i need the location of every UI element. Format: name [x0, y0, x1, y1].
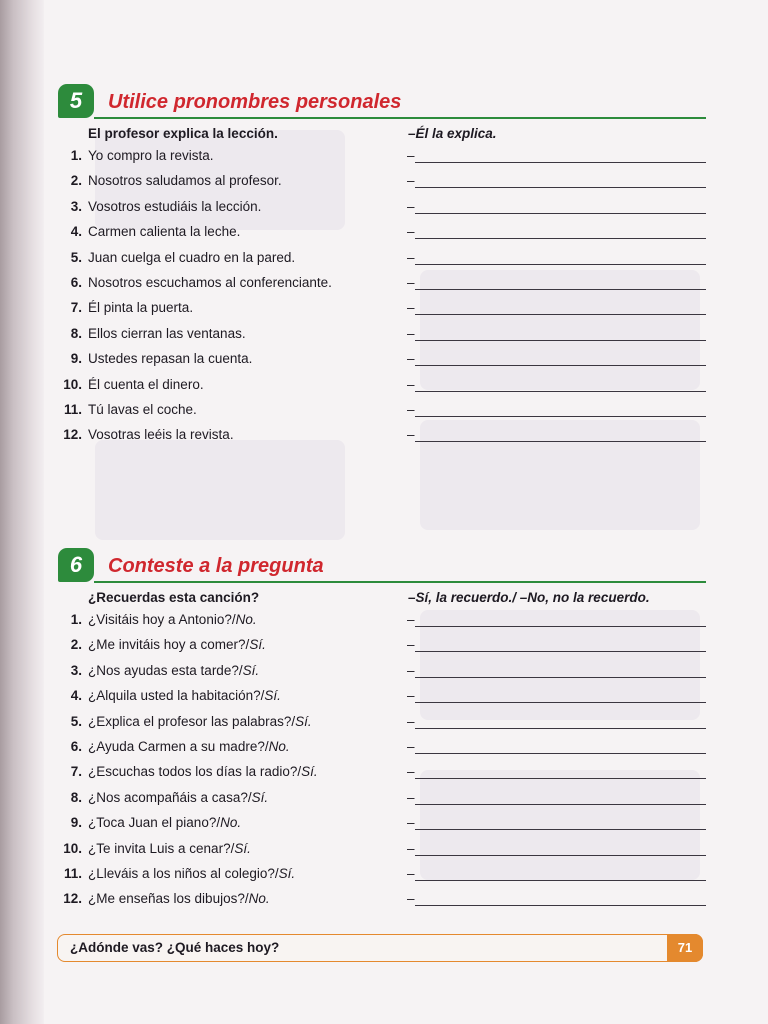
exercise-5-number-badge: 5 [58, 84, 94, 118]
item-number: 1. [70, 612, 82, 627]
exercise-item [58, 608, 706, 633]
answer-line[interactable] [415, 626, 706, 627]
item-prompt [88, 866, 295, 881]
exercise-6-items [58, 608, 706, 913]
item-number: 12. [63, 427, 82, 443]
answer-line[interactable] [415, 289, 706, 290]
answer-line[interactable] [415, 651, 706, 652]
exercise-item [58, 195, 706, 220]
answer-dash: – [407, 300, 415, 316]
item-number: 6. [70, 738, 82, 754]
answer-dash: – [407, 427, 415, 443]
item-prompt [88, 275, 332, 290]
item-hint: Sí. [234, 840, 251, 856]
item-number: 10. [63, 376, 82, 392]
exercise-item [58, 633, 706, 658]
bleed-through-panel [95, 440, 345, 540]
item-prompt [88, 688, 281, 703]
item-number: 5. [70, 713, 82, 729]
exercise-item [58, 887, 706, 912]
answer-line[interactable] [415, 728, 706, 729]
answer-dash: – [407, 173, 415, 189]
answer-dash: – [407, 688, 415, 704]
item-prompt [88, 663, 259, 678]
answer-dash: – [407, 738, 415, 754]
answer-dash: – [407, 325, 415, 341]
item-number: 7. [70, 300, 82, 316]
exercise-item [58, 246, 706, 271]
item-hint: No. [220, 815, 242, 831]
answer-dash: – [407, 274, 415, 290]
item-prompt-text: ¿Me enseñas los dibujos?/ [88, 891, 249, 907]
answer-line[interactable] [415, 753, 706, 754]
exercise-6-title: Conteste a la pregunta [108, 555, 324, 577]
item-number: 9. [70, 351, 82, 367]
item-number: 10. [63, 840, 82, 856]
exercise-item [58, 659, 706, 684]
answer-dash: – [407, 789, 415, 805]
item-prompt-text: Carmen calienta la leche. [88, 224, 241, 240]
answer-line[interactable] [415, 829, 706, 830]
item-number: 11. [63, 401, 82, 417]
item-hint: Sí. [251, 789, 269, 805]
answer-line[interactable] [415, 391, 706, 392]
answer-line[interactable] [415, 365, 706, 366]
exercise-5-title: Utilice pronombres personales [108, 91, 402, 113]
item-prompt-text: Tú lavas el coche. [88, 401, 197, 417]
item-prompt-text: ¿Me invitáis hoy a comer?/ [88, 637, 250, 653]
item-number: 7. [70, 764, 82, 780]
answer-dash: – [407, 401, 415, 417]
item-prompt-text: ¿Lleváis a los niños al colegio?/ [88, 865, 279, 881]
answer-dash: – [407, 148, 415, 163]
answer-dash: – [407, 612, 415, 627]
model-answer: –Él la explica. [408, 126, 497, 141]
item-prompt-text: Yo compro la revista. [88, 148, 214, 163]
item-hint: Sí. [301, 764, 318, 780]
exercise-item [58, 423, 706, 448]
item-prompt [88, 402, 197, 417]
answer-dash: – [407, 224, 415, 240]
answer-line[interactable] [415, 778, 706, 779]
exercise-item [58, 271, 706, 296]
model-answer: –Sí, la recuerdo./ –No, no la recuerdo. [408, 590, 650, 605]
item-number: 3. [70, 198, 82, 214]
item-prompt [88, 427, 234, 442]
book-spine-shadow [0, 0, 44, 1024]
answer-dash: – [407, 815, 415, 831]
item-prompt-text: ¿Toca Juan el piano?/ [88, 815, 221, 831]
item-hint: Sí. [242, 662, 260, 678]
answer-line[interactable] [415, 804, 706, 805]
answer-dash: – [407, 198, 415, 214]
model-question: El profesor explica la lección. [88, 126, 278, 141]
answer-dash: – [407, 662, 415, 678]
exercise-item [58, 169, 706, 194]
answer-line[interactable] [415, 905, 706, 906]
item-prompt [88, 739, 290, 754]
page-footer [57, 934, 703, 962]
item-prompt [88, 351, 252, 366]
exercise-item [58, 862, 706, 887]
item-number: 1. [70, 148, 82, 163]
item-hint: No. [235, 612, 257, 627]
item-prompt-text: Ellos cierran las ventanas. [88, 325, 246, 341]
item-number: 4. [70, 224, 82, 240]
exercise-6 [58, 548, 706, 913]
exercise-6-number-badge: 6 [58, 548, 94, 582]
item-number: 2. [70, 173, 82, 189]
model-question: ¿Recuerdas esta canción? [88, 590, 260, 605]
footer-title: ¿Adónde vas? ¿Qué haces hoy? [70, 940, 280, 955]
item-number: 12. [63, 891, 82, 907]
exercise-item [58, 296, 706, 321]
exercise-item [58, 760, 706, 785]
exercise-item [58, 373, 706, 398]
answer-dash: – [407, 637, 415, 653]
answer-dash: – [407, 764, 415, 780]
answer-dash: – [407, 891, 415, 907]
item-number: 2. [70, 637, 82, 653]
exercise-item [58, 398, 706, 423]
item-prompt-text: Juan cuelga el cuadro en la pared. [88, 249, 296, 265]
item-prompt [88, 326, 246, 341]
item-prompt-text: Vosotras leéis la revista. [88, 427, 234, 443]
exercise-item [58, 220, 706, 245]
item-prompt [88, 377, 204, 392]
answer-line[interactable] [415, 416, 706, 417]
answer-line[interactable] [415, 314, 706, 315]
exercise-5 [58, 84, 706, 449]
item-prompt [88, 891, 270, 906]
exercise-item [58, 347, 706, 372]
exercise-6-model [58, 582, 706, 608]
item-prompt-text: Ustedes repasan la cuenta. [88, 351, 253, 367]
answer-dash: – [407, 351, 415, 367]
item-number: 11. [63, 865, 82, 881]
answer-line[interactable] [415, 264, 706, 265]
item-number: 8. [70, 789, 82, 805]
answer-dash: – [407, 713, 415, 729]
answer-dash: – [407, 840, 415, 856]
item-prompt [88, 714, 312, 729]
exercise-item [58, 144, 706, 169]
exercise-5-model [58, 118, 706, 144]
item-prompt [88, 815, 241, 830]
item-prompt [88, 224, 240, 239]
page-number: 71 [667, 934, 703, 962]
item-prompt-text: Nosotros saludamos al profesor. [88, 173, 282, 189]
item-prompt-text: Él pinta la puerta. [88, 300, 194, 316]
item-number: 9. [70, 815, 82, 831]
item-prompt [88, 637, 266, 652]
item-prompt-text: ¿Ayuda Carmen a su madre?/ [88, 738, 269, 754]
answer-line[interactable] [415, 855, 706, 856]
item-prompt [88, 764, 318, 779]
exercise-item [58, 710, 706, 735]
item-prompt [88, 173, 282, 188]
item-prompt [88, 300, 193, 315]
answer-dash: – [407, 249, 415, 265]
item-prompt-text: ¿Te invita Luis a cenar?/ [88, 840, 235, 856]
answer-line[interactable] [415, 213, 706, 214]
item-prompt-text: Él cuenta el dinero. [88, 376, 204, 392]
exercise-item [58, 837, 706, 862]
item-hint: No. [248, 891, 270, 907]
item-number: 5. [70, 249, 82, 265]
exercise-item [58, 811, 706, 836]
item-hint: No. [268, 738, 290, 754]
exercise-5-items [58, 144, 706, 449]
item-prompt [88, 790, 268, 805]
item-prompt [88, 199, 261, 214]
answer-line[interactable] [415, 238, 706, 239]
item-prompt-text: Nosotros escuchamos al conferenciante. [88, 274, 332, 290]
answer-line[interactable] [415, 702, 706, 703]
answer-dash: – [407, 376, 415, 392]
item-prompt-text: Vosotros estudiáis la lección. [88, 198, 262, 214]
answer-line[interactable] [415, 880, 706, 881]
item-prompt-text: ¿Nos ayudas esta tarde?/ [88, 662, 243, 678]
item-prompt [88, 612, 257, 627]
exercise-item [58, 322, 706, 347]
item-prompt-text: ¿Escuchas todos los días la radio?/ [88, 764, 302, 780]
item-number: 8. [70, 325, 82, 341]
item-prompt-text: ¿Nos acompañáis a casa?/ [88, 789, 252, 805]
exercise-item [58, 684, 706, 709]
item-hint: Sí. [295, 713, 312, 729]
answer-line[interactable] [415, 677, 706, 678]
item-hint: Sí. [278, 865, 296, 881]
item-prompt-text: ¿Explica el profesor las palabras?/ [88, 713, 296, 729]
answer-line[interactable] [415, 441, 706, 442]
exercise-item [58, 735, 706, 760]
item-prompt [88, 250, 295, 265]
item-hint: Sí. [249, 637, 266, 653]
item-prompt [88, 148, 214, 163]
item-number: 4. [70, 688, 82, 704]
answer-dash: – [407, 865, 415, 881]
answer-line[interactable] [415, 340, 706, 341]
item-number: 6. [70, 274, 82, 290]
item-hint: Sí. [264, 688, 281, 704]
exercise-6-header [58, 548, 706, 582]
item-prompt [88, 841, 251, 856]
item-number: 3. [70, 662, 82, 678]
exercise-5-header [58, 84, 706, 118]
item-prompt-text: ¿Visitáis hoy a Antonio?/ [88, 612, 236, 627]
item-prompt-text: ¿Alquila usted la habitación?/ [88, 688, 265, 704]
answer-line[interactable] [415, 187, 706, 188]
exercise-item [58, 786, 706, 811]
answer-line[interactable] [415, 162, 706, 163]
